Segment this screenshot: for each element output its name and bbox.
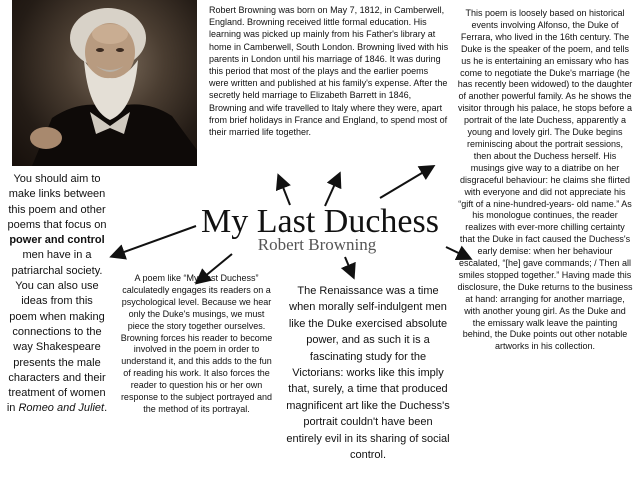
aim-text-bold: power and control	[9, 234, 105, 247]
reader-engagement-text: A poem like “My Last Duchess” calculatedly engages its readers on a psychological level. Because we hear only the Duke's musings, we must piece the story together ourselves. Browning forces his reader to become involved in the poem in order to understand it, and this adds to the fun of reading his work. It also forces the reader to question his or her own response to the subject portrayed and the method of its portrayal.	[120, 273, 273, 414]
arrow-icon	[279, 177, 290, 205]
page-title: My Last Duchess	[201, 203, 439, 240]
aim-text-part3: .	[104, 402, 108, 415]
arrow-icon	[198, 254, 232, 282]
arrow-icon	[345, 257, 353, 276]
arrow-icon	[380, 167, 432, 198]
aim-text-part2: men have in a patriarchal society. You can also use ideas from this poem when making connections to the way Shakespeare presents the male characters and their treatment of women in	[6, 249, 106, 415]
arrow-icon	[113, 226, 196, 256]
arrow-icon	[325, 175, 339, 206]
arrow-icon	[446, 247, 469, 258]
aim-text-italic: Romeo and Juliet	[18, 402, 105, 415]
renaissance-text: The Renaissance was a time when morally self-indulgent men like the Duke exercised absolute power, and as such it is a fascinating study for the Victorians: works like this imply that, surely, a time that produced magnificent art like the Duchess's portrait couldn't have been entirely evil in its sharing of social control.	[286, 285, 450, 462]
aim-text-part1: You should aim to make links between this poem and other poems that focus on	[7, 173, 107, 231]
page-subtitle: Robert Browning	[257, 235, 377, 254]
poem-summary-text: This poem is loosely based on historical events involving Alfonso, the Duke of Ferrara, who lived in the 16th century. The Duke is the speaker of the poem, and tells us he is entertaining an emissary who has come to negotiate the Duke's marriage (he has recently been widowed) to the daughter of another powerful family. As he shows the visitor through his palace, he stops before a portrait of the late Duchess, apparently a young and lovely girl. The Duke begins reminiscing about the portrait sessions, then about the Duchess herself. His musings give way to a diatribe on her disgraceful behaviour: he claims she flirted with everyone and did not appreciate his “gift of a nine-hundred-years- old name.” As his monologue continues, the reader realizes with ever-more chilling certainty that the Duke in fact caused the Duchess's early demise: when her behaviour escalated, “[he] gave commands; / Then all smiles stopped together.” Having made this disclosure, the Duke returns to the business at hand: arranging for another marriage, with another young girl. As the Duke and the emissary walk leave the painting behind, the Duke points out other notable artworks in his collection.	[457, 8, 633, 352]
biography-text: Robert Browning was born on May 7, 1812, in Camberwell, England. Browning received little formal education. His learning was picked up mainly from his Father's library at home in Camberwell, South London. Browning lived with his parents in London until his marriage of 1846. It was during this period that most of the plays and the earlier poems were written and published at his family's expense. After the secretly held marriage to Elizabeth Barrett in 1846, Browning and wife travelled to Italy where they were, apart from brief holidays in France and England, to spend most of their married life together.	[209, 5, 449, 138]
